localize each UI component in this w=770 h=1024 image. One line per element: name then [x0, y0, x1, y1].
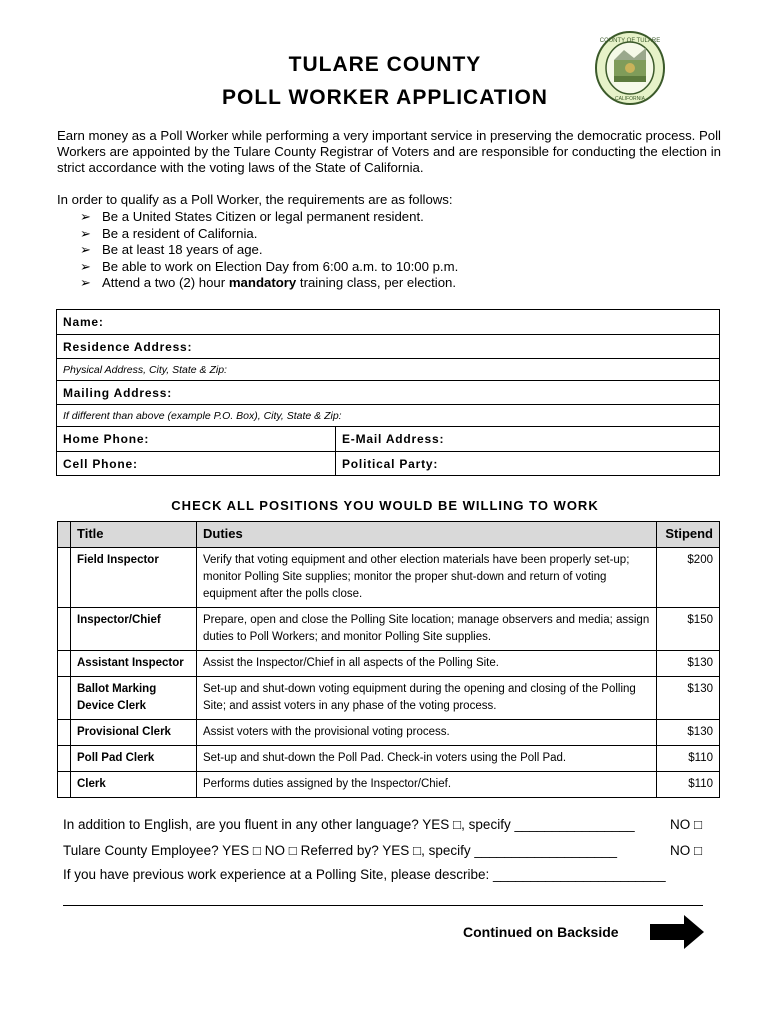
email-field[interactable] — [336, 427, 719, 451]
table-row — [58, 746, 720, 772]
svg-text:CALIFORNIA: CALIFORNIA — [614, 96, 646, 102]
intro-paragraph: Earn money as a Poll Worker while performing a very important service in preserving the democratic process. Poll Workers are appointed by the Tulare County Registrar of Voters and are responsible for conducting the election in strict accordance with the voting laws of the State of California. — [57, 128, 721, 175]
residence-address-label: Residence Address: — [63, 339, 193, 354]
arrow-bullet-icon: ➢ — [80, 225, 92, 241]
title-column-header: Title — [71, 522, 197, 548]
employee-no-option[interactable]: NO □ — [670, 843, 703, 858]
position-stipend: $130 — [657, 651, 720, 677]
position-stipend: $130 — [657, 720, 720, 746]
position-title: Field Inspector — [71, 548, 197, 608]
experience-question[interactable]: If you have previous work experience at a Polling Site, please describe: _______________________ — [63, 867, 666, 882]
county-seal-icon — [594, 30, 666, 106]
arrow-bullet-icon: ➢ — [80, 209, 92, 224]
language-no-option[interactable]: NO □ — [670, 817, 703, 832]
table-header-row — [58, 522, 720, 548]
cell-phone-field[interactable] — [57, 452, 336, 475]
list-item: ➢ Be able to work on Election Day from 6:00 a.m. to 10:00 p.m. — [80, 258, 459, 274]
cell-phone-label: Cell Phone: — [63, 456, 138, 471]
position-duties: Set-up and shut-down the Poll Pad. Check-in voters using the Poll Pad. — [197, 746, 657, 772]
language-question[interactable]: In addition to English, are you fluent in any other language? YES □, specify ________________ — [63, 817, 635, 832]
stipend-column-header: Stipend — [657, 522, 720, 548]
applicant-info-form — [56, 309, 720, 476]
position-duties: Assist voters with the provisional voting process. — [197, 720, 657, 746]
position-title: Provisional Clerk — [71, 720, 197, 746]
mailing-address-field[interactable] — [57, 381, 719, 404]
position-duties: Set-up and shut-down voting equipment during the opening and closing of the Polling Site; and assist voters in any phase of the voting process. — [197, 677, 657, 720]
position-title: Assistant Inspector — [71, 651, 197, 677]
table-row — [58, 651, 720, 677]
experience-answer-line[interactable] — [63, 905, 703, 906]
position-checkbox[interactable] — [58, 651, 71, 677]
arrow-bullet-icon: ➢ — [80, 258, 92, 274]
home-phone-field[interactable] — [57, 427, 336, 451]
position-title: Clerk — [71, 772, 197, 798]
table-row — [58, 772, 720, 798]
position-title: Inspector/Chief — [71, 608, 197, 651]
residence-hint: Physical Address, City, State & Zip: — [63, 363, 227, 376]
position-checkbox[interactable] — [58, 720, 71, 746]
table-row — [58, 608, 720, 651]
table-row — [58, 720, 720, 746]
positions-heading: CHECK ALL POSITIONS YOU WOULD BE WILLING TO WORK — [171, 498, 599, 513]
political-party-field[interactable] — [336, 452, 719, 475]
position-checkbox[interactable] — [58, 608, 71, 651]
list-item: ➢ Be at least 18 years of age. — [80, 242, 263, 258]
position-duties: Performs duties assigned by the Inspector/Chief. — [197, 772, 657, 798]
position-duties: Verify that voting equipment and other election materials have been properly set-up; monitor Polling Site supplies; monitor the proper shut-down and return of voting equipment after the polls close. — [197, 548, 657, 608]
name-field[interactable] — [57, 310, 719, 334]
requirements-list — [80, 209, 458, 292]
table-row — [58, 677, 720, 720]
position-stipend: $110 — [657, 746, 720, 772]
position-stipend: $200 — [657, 548, 720, 608]
mailing-address-label: Mailing Address: — [63, 385, 173, 400]
mandatory-emphasis: mandatory — [228, 275, 297, 291]
name-label: Name: — [63, 315, 104, 329]
position-stipend: $110 — [657, 772, 720, 798]
list-item: ➢ Be a resident of California. — [80, 225, 258, 241]
position-title: Ballot Marking Device Clerk — [71, 677, 197, 720]
mailing-hint: If different than above (example P.O. Box), City, State & Zip: — [63, 409, 342, 422]
duties-column-header: Duties — [197, 522, 657, 548]
checkbox-column-header — [58, 522, 71, 548]
title-application: POLL WORKER APPLICATION — [222, 86, 548, 109]
requirements-heading: In order to qualify as a Poll Worker, the requirements are as follows: — [57, 192, 453, 207]
position-checkbox[interactable] — [58, 746, 71, 772]
arrow-bullet-icon: ➢ — [80, 275, 92, 291]
position-stipend: $150 — [657, 608, 720, 651]
home-phone-label: Home Phone: — [63, 432, 150, 446]
positions-table — [57, 521, 720, 798]
position-duties: Prepare, open and close the Polling Site location; manage observers and media; assign duties to Poll Workers; and monitor Polling Site supplies. — [197, 608, 657, 651]
svg-text:COUNTY OF TULARE: COUNTY OF TULARE — [599, 38, 661, 44]
position-title: Poll Pad Clerk — [71, 746, 197, 772]
list-item: ➢ Be a United States Citizen or legal permanent resident. — [80, 209, 424, 224]
continued-on-backside: Continued on Backside — [463, 924, 619, 940]
position-duties: Assist the Inspector/Chief in all aspects of the Polling Site. — [197, 651, 657, 677]
arrow-bullet-icon: ➢ — [80, 242, 92, 258]
email-label: E-Mail Address: — [342, 432, 445, 446]
position-checkbox[interactable] — [58, 677, 71, 720]
table-row — [58, 548, 720, 608]
employee-question[interactable]: Tulare County Employee? YES □ NO □ Referred by? YES □, specify ___________________ — [63, 843, 618, 858]
title-county: TULARE COUNTY — [288, 53, 482, 76]
right-arrow-icon — [648, 913, 706, 951]
residence-address-field[interactable] — [57, 335, 719, 358]
political-party-label: Political Party: — [342, 456, 439, 471]
list-item: ➢ Attend a two (2) hour mandatory training class, per election. — [80, 275, 457, 291]
position-stipend: $130 — [657, 677, 720, 720]
position-checkbox[interactable] — [58, 772, 71, 798]
position-checkbox[interactable] — [58, 548, 71, 608]
